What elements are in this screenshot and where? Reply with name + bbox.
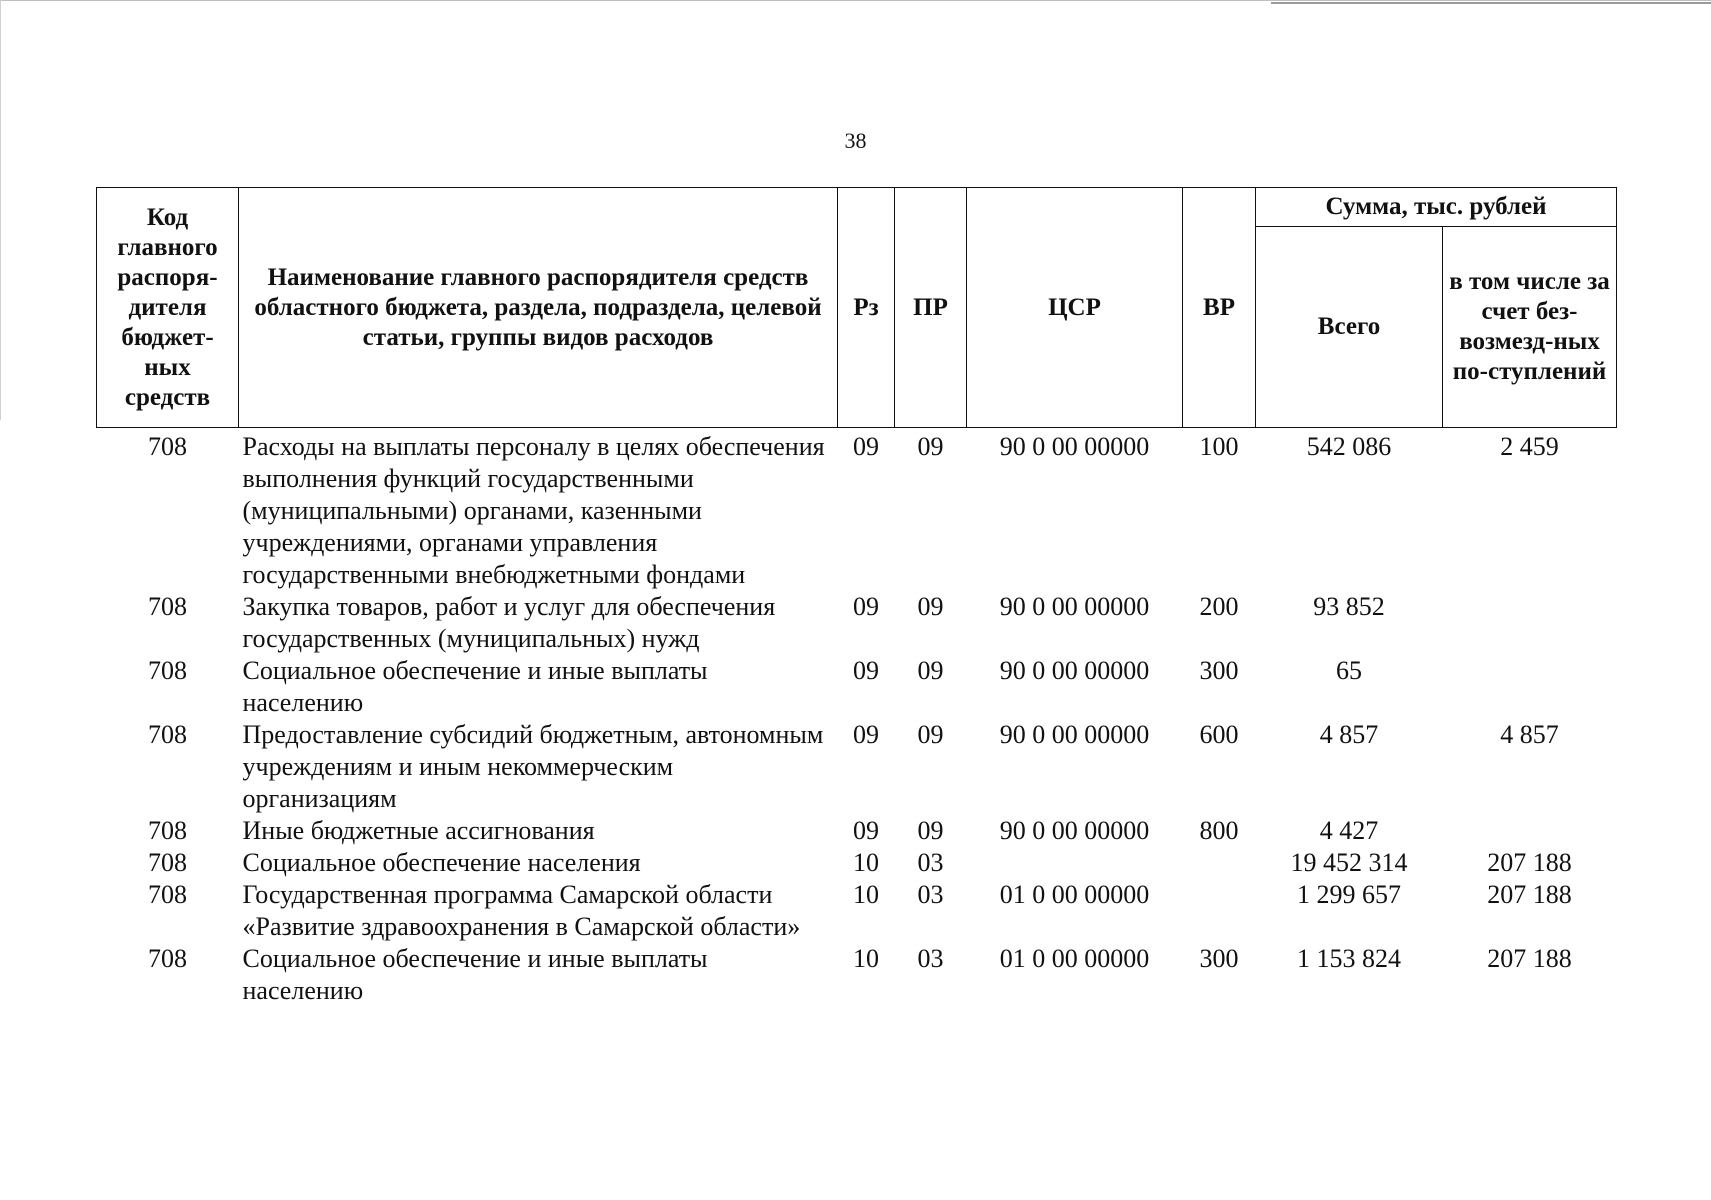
page-edge-top-right	[1271, 2, 1711, 4]
cell-pr: 09	[917, 720, 944, 749]
table-row	[97, 719, 1617, 815]
cell-pr: 09	[917, 432, 944, 461]
cell-csr: 90 0 00 00000	[999, 656, 1150, 685]
cell-free: 207 188	[1487, 848, 1572, 877]
cell-rz: 09	[853, 656, 879, 685]
budget-table	[96, 187, 1617, 1007]
page-edge-top	[0, 0, 1711, 1]
cell-free: 207 188	[1487, 880, 1572, 909]
cell-code: 708	[148, 880, 187, 909]
cell-rz: 10	[853, 848, 879, 877]
cell-total: 65	[1336, 656, 1362, 685]
cell-rz: 09	[853, 432, 879, 461]
cell-total: 4 427	[1319, 816, 1379, 845]
table-row	[97, 655, 1617, 719]
cell-csr: 01 0 00 00000	[999, 944, 1150, 973]
table-row	[97, 591, 1617, 655]
cell-pr: 09	[917, 592, 944, 621]
cell-name: Иные бюджетные ассигнования	[242, 816, 595, 845]
cell-total: 4 857	[1319, 720, 1379, 749]
cell-name: Государственная программа Самарской области «Развитие здравоохранения в Самарской области»	[242, 880, 801, 941]
cell-name: Расходы на выплаты персоналу в целях обеспечения выполнения функций государственными (муниципальными) органами, казенными учреждениями, органами управления государственными внебюджетными фондами	[242, 432, 825, 589]
cell-vr: 300	[1199, 944, 1239, 973]
cell-name: Предоставление субсидий бюджетным, автономным учреждениям и иным некоммерческим организациям	[242, 720, 824, 813]
cell-csr: 90 0 00 00000	[999, 816, 1150, 845]
header-total: Всего	[1256, 227, 1443, 428]
cell-rz: 09	[853, 720, 879, 749]
cell-code: 708	[148, 432, 187, 461]
cell-pr: 09	[917, 656, 944, 685]
cell-code: 708	[148, 944, 187, 973]
header-vr: ВР	[1183, 188, 1256, 428]
cell-pr: 03	[917, 880, 944, 909]
cell-free	[1443, 591, 1617, 655]
cell-pr: 03	[917, 944, 944, 973]
table-header	[97, 188, 1617, 428]
page-edge-left	[0, 0, 1, 420]
cell-name: Социальное обеспечение и иные выплаты населению	[242, 656, 708, 717]
page-number: 38	[844, 128, 867, 153]
header-code: Код главного распоря-дителя бюджет-ных средств	[97, 188, 239, 428]
cell-free: 2 459	[1500, 432, 1559, 461]
header-rz: Рз	[838, 188, 895, 428]
cell-rz: 09	[853, 816, 879, 845]
table-row	[97, 815, 1617, 847]
table-body	[97, 428, 1617, 1008]
header-name: Наименование главного распорядителя средств областного бюджета, раздела, подраздела, целевой статьи, группы видов расходов	[239, 188, 838, 428]
cell-name: Социальное обеспечение и иные выплаты населению	[242, 944, 708, 1005]
cell-free: 4 857	[1500, 720, 1559, 749]
cell-pr: 03	[917, 848, 944, 877]
cell-csr: 90 0 00 00000	[999, 432, 1150, 461]
cell-vr	[1183, 847, 1256, 879]
cell-free: 207 188	[1487, 944, 1572, 973]
cell-csr: 90 0 00 00000	[999, 592, 1150, 621]
cell-pr: 09	[917, 816, 944, 845]
cell-csr	[967, 847, 1183, 879]
table-row	[97, 847, 1617, 879]
cell-total: 542 086	[1306, 432, 1392, 461]
header-free: в том числе за счет без-возмезд-ных по-ступлений	[1443, 227, 1617, 428]
cell-vr: 800	[1199, 816, 1239, 845]
header-csr: ЦСР	[967, 188, 1183, 428]
cell-vr: 300	[1199, 656, 1239, 685]
cell-total: 1 299 657	[1297, 880, 1401, 909]
cell-vr	[1183, 879, 1256, 943]
cell-rz: 10	[853, 944, 879, 973]
cell-total: 1 153 824	[1297, 944, 1401, 973]
cell-rz: 09	[853, 592, 879, 621]
cell-code: 708	[148, 720, 187, 749]
cell-name: Социальное обеспечение населения	[242, 848, 641, 877]
cell-vr: 600	[1199, 720, 1239, 749]
cell-name: Закупка товаров, работ и услуг для обеспечения государственных (муниципальных) нужд	[242, 592, 776, 653]
cell-code: 708	[148, 656, 187, 685]
header-pr: ПР	[895, 188, 967, 428]
cell-free	[1443, 815, 1617, 847]
cell-vr: 100	[1199, 432, 1239, 461]
cell-csr: 90 0 00 00000	[999, 720, 1150, 749]
cell-rz: 10	[853, 880, 879, 909]
cell-free	[1443, 655, 1617, 719]
cell-csr: 01 0 00 00000	[999, 880, 1150, 909]
header-sum-group: Сумма, тыс. рублей	[1256, 188, 1617, 227]
cell-code: 708	[148, 816, 187, 845]
cell-vr: 200	[1199, 592, 1239, 621]
cell-code: 708	[148, 592, 187, 621]
table-row	[97, 943, 1617, 1007]
table-row	[97, 428, 1617, 592]
table-row	[97, 879, 1617, 943]
cell-total: 19 452 314	[1290, 848, 1408, 877]
cell-total: 93 852	[1313, 592, 1385, 621]
cell-code: 708	[148, 848, 187, 877]
